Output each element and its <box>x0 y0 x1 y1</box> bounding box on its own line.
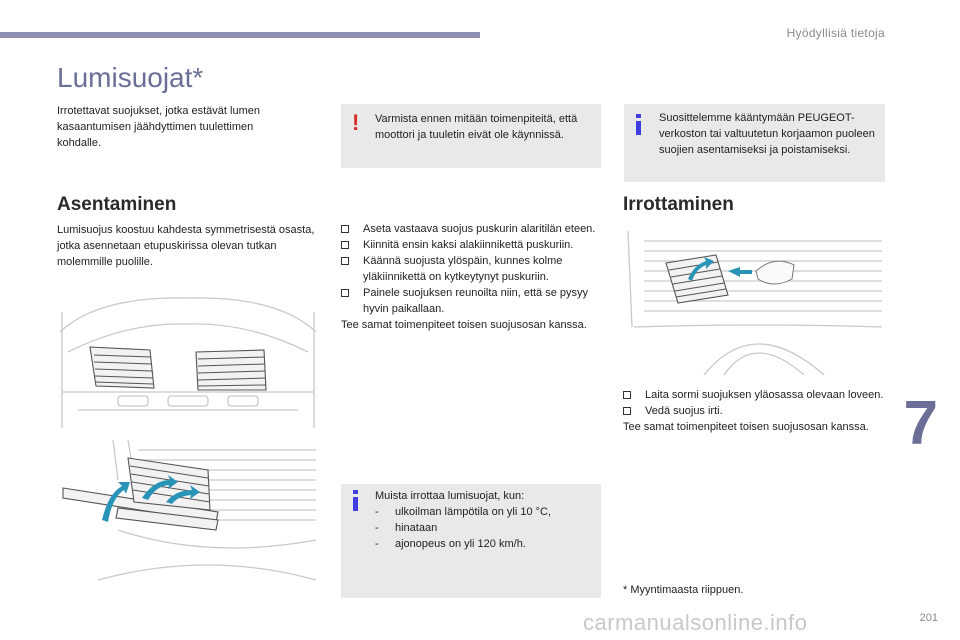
info-box-top <box>624 104 885 182</box>
list-item: - ajonopeus on yli 120 km/h. <box>375 538 526 550</box>
irrottaminen-closing: Tee samat toimenpiteet toisen suojusosan kanssa. <box>623 421 869 433</box>
asentaminen-closing: Tee samat toimenpiteet toisen suojusosan kanssa. <box>341 319 587 331</box>
section-title: Hyödyllisiä tietoja <box>786 26 885 40</box>
checkbox-bullet-icon <box>341 225 349 233</box>
footnote: * Myyntimaasta riippuen. <box>623 584 744 596</box>
snow-guard-front <box>666 255 728 303</box>
irrottaminen-heading: Irrottaminen <box>623 194 734 215</box>
asentaminen-intro: Lumisuojus koostuu kahdesta symmetrisestä osasta, jotka asennetaan etupuskirissa olevan tutkan molemmille puolille. <box>57 224 315 268</box>
installation-illustration <box>58 440 318 585</box>
info-box-bottom <box>341 484 601 598</box>
list-item: Aseta vastaava suojus puskurin alaritilän eteen. <box>341 221 603 237</box>
list-item: - hinataan <box>375 522 438 534</box>
checkbox-bullet-icon <box>341 257 349 265</box>
list-item: Vedä suojus irti. <box>623 403 885 419</box>
info-text-top: Suosittelemme kääntymään PEUGEOT-verkoston tai valtuutetun korjaamon puoleen suojien asentamiseksi ja poistamiseksi. <box>659 112 875 156</box>
page-number: 201 <box>919 612 938 624</box>
intro-text: Irrotettavat suojukset, jotka estävät lumen kasaantumisen jäähdyttimen tuulettimen kohdalle. <box>57 105 260 149</box>
info-icon <box>353 490 358 512</box>
irrottaminen-steps <box>623 387 885 435</box>
info-icon <box>636 114 641 136</box>
bumper-illustration-installed <box>58 292 318 430</box>
hand-icon <box>756 261 794 284</box>
info-lead: Muista irrottaa lumisuojat, kun: <box>375 490 525 502</box>
list-item: Kiinnitä ensin kaksi alakiinnikettä puskuriin. <box>341 237 603 253</box>
checkbox-bullet-icon <box>623 407 631 415</box>
removal-illustration <box>624 227 886 375</box>
header-bar <box>0 32 480 38</box>
watermark: carmanualsonline.info <box>583 610 808 635</box>
chapter-number: 7 <box>903 389 938 458</box>
checkbox-bullet-icon <box>341 241 349 249</box>
warning-icon: ! <box>352 110 360 135</box>
list-item: Käännä suojusta ylöspäin, kunnes kolme yläkiinnikettä on kytkeytynyt puskuriin. <box>341 253 603 285</box>
warning-text: Varmista ennen mitään toimenpiteitä, että moottori ja tuuletin eivät ole käynnissä. <box>375 113 578 141</box>
list-item: Laita sormi suojuksen yläosassa olevaan loveen. <box>623 387 885 403</box>
asentaminen-heading: Asentaminen <box>57 194 177 215</box>
snow-guard-right <box>196 350 266 390</box>
checkbox-bullet-icon <box>623 391 631 399</box>
warning-box <box>341 104 601 168</box>
list-item: - ulkoilman lämpötila on yli 10 °C, <box>375 506 552 518</box>
list-item: Painele suojuksen reunoilta niin, että se pysyy hyvin paikallaan. <box>341 285 603 317</box>
checkbox-bullet-icon <box>341 289 349 297</box>
arrow-left-icon <box>728 267 752 277</box>
snow-guard-left <box>90 347 154 388</box>
asentaminen-steps <box>341 221 603 333</box>
page-title: Lumisuojat* <box>57 62 204 93</box>
